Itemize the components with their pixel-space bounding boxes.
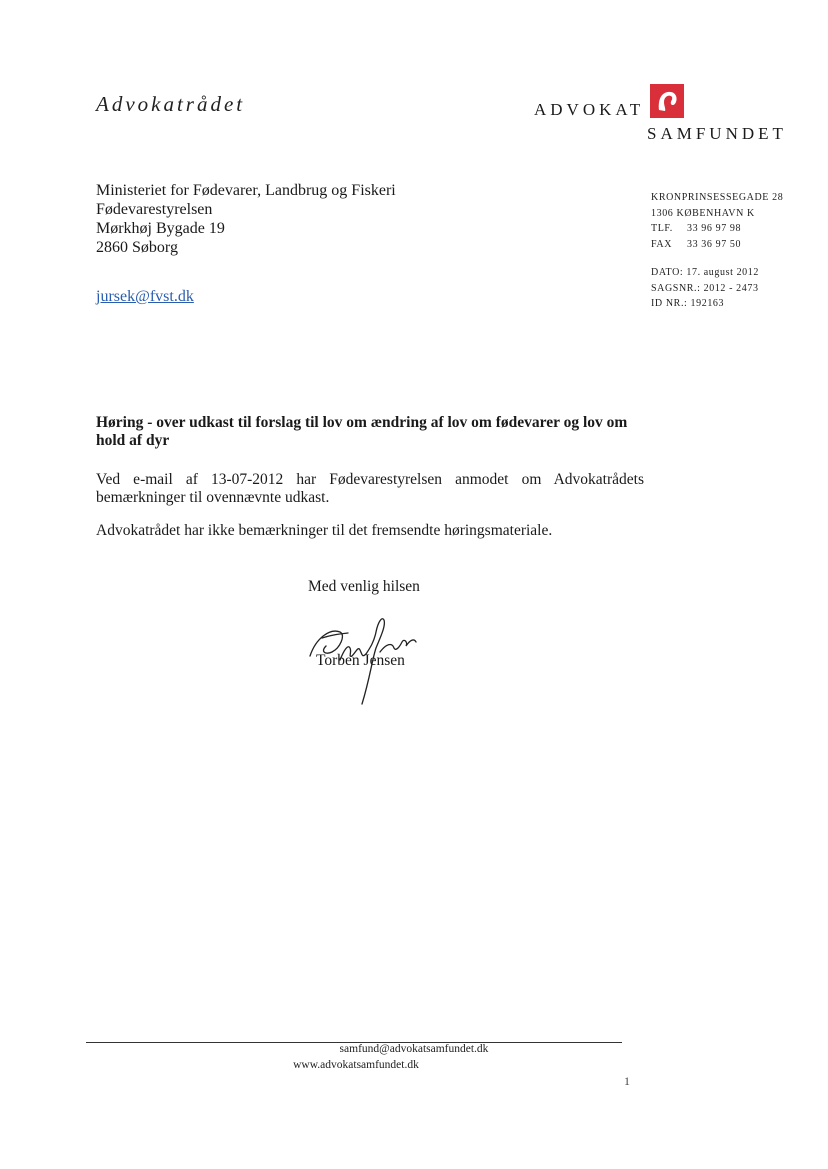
sender-address-block xyxy=(651,190,783,252)
logo-icon xyxy=(650,84,684,118)
id-number: ID NR.: 192163 xyxy=(651,298,725,309)
recipient-email-link[interactable]: jursek@fvst.dk xyxy=(96,288,194,305)
case-info-block xyxy=(651,265,759,312)
sender-fax xyxy=(651,237,783,253)
phone-value: 33 96 97 98 xyxy=(687,223,742,234)
recipient-line: 2860 Søborg xyxy=(96,239,178,256)
signer-name: Torben Jensen xyxy=(316,652,405,669)
fax-value: 33 36 97 50 xyxy=(687,238,742,250)
recipient-line: Mørkhøj Bygade 19 xyxy=(96,220,225,237)
case-number: SAGSNR.: 2012 - 2473 xyxy=(651,282,759,294)
letter-date: DATO: 17. august 2012 xyxy=(651,267,759,278)
fax-label: FAX xyxy=(651,238,673,250)
letter-paragraph-2: Advokatrådet har ikke bemærkninger til det fremsendte høringsmateriale. xyxy=(96,522,553,539)
letter-paragraph-1: Ved e-mail af 13-07-2012 har Fødevarestyrelsen anmodet om Advokatrådets bemærkninger til ovennævnte udkast. xyxy=(96,471,644,506)
recipient-line: Ministeriet for Fødevarer, Landbrug og Fiskeri xyxy=(96,182,396,199)
footer-website: www.advokatsamfundet.dk xyxy=(293,1059,419,1071)
page-number: 1 xyxy=(624,1074,630,1088)
logo-text-advokat: ADVOKAT xyxy=(534,100,645,119)
sender-phone xyxy=(651,221,783,237)
sender-city: 1306 KØBENHAVN K xyxy=(651,207,755,219)
organization-title: Advokatrådet xyxy=(96,92,246,116)
recipient-line: Fødevarestyrelsen xyxy=(96,201,213,218)
letter-subject: Høring - over udkast til forslag til lov om ændring af lov om fødevarer og lov om hold af dyr xyxy=(96,414,628,449)
footer-email: samfund@advokatsamfundet.dk xyxy=(339,1043,489,1055)
letter-closing: Med venlig hilsen xyxy=(308,578,420,595)
logo-text-samfundet: SAMFUNDET xyxy=(647,124,787,143)
sender-street: KRONPRINSESSEGADE 28 xyxy=(651,192,784,203)
recipient-address xyxy=(96,181,396,257)
phone-label: TLF. xyxy=(651,223,673,234)
